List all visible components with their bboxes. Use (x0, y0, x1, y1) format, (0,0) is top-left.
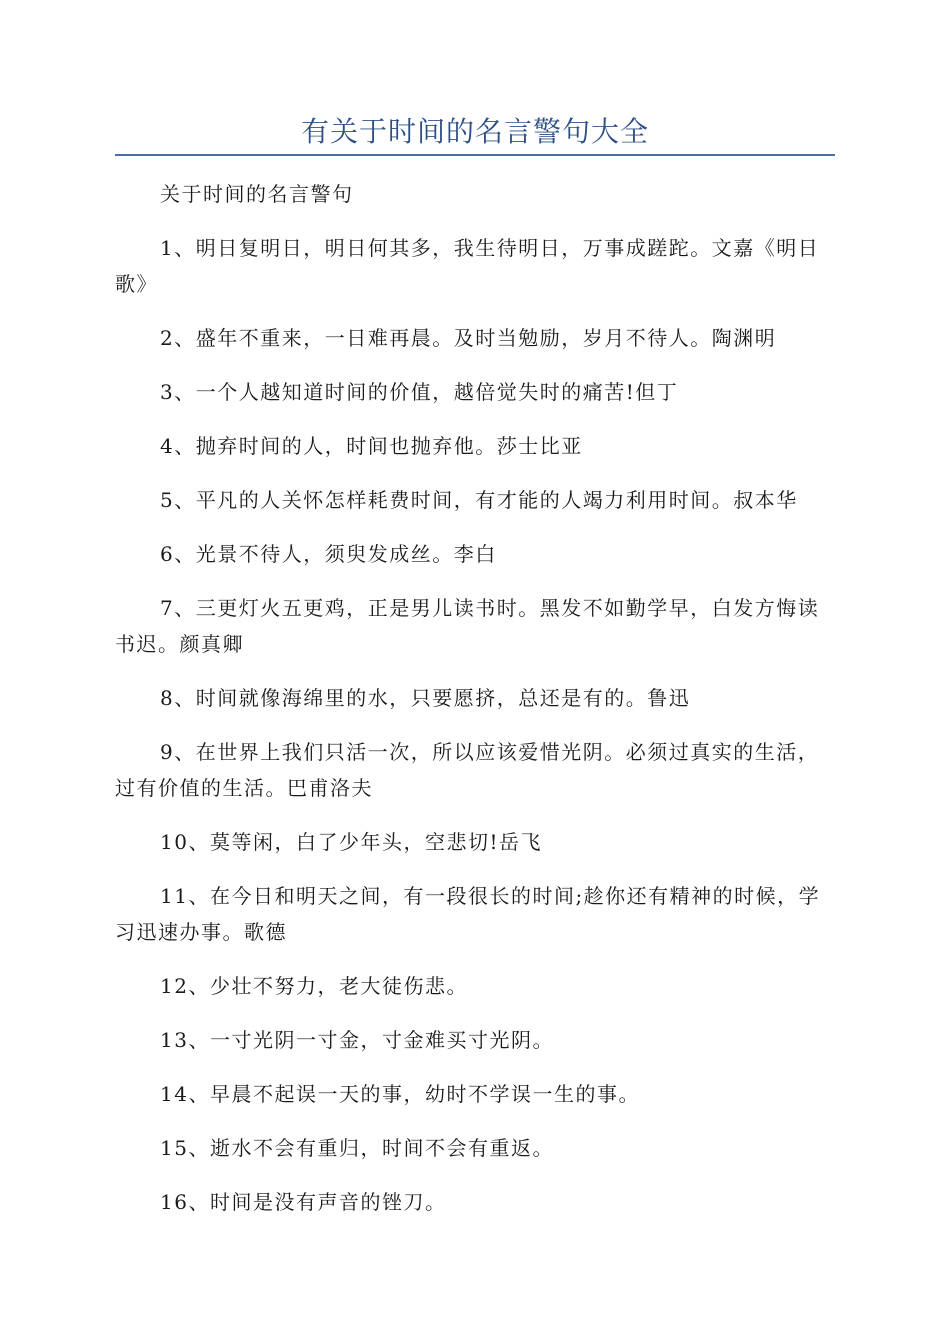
quote-paragraph: 10、莫等闲，白了少年头，空悲切!岳飞 (160, 830, 542, 854)
quote-paragraph: 5、平凡的人关怀怎样耗费时间，有才能的人竭力利用时间。叔本华 (160, 488, 798, 512)
title-underline (115, 154, 835, 156)
quote-paragraph: 6、光景不待人，须臾发成丝。李白 (160, 542, 497, 566)
quote-paragraph: 15、逝水不会有重归，时间不会有重返。 (160, 1136, 554, 1160)
quote-paragraph: 16、时间是没有声音的锉刀。 (160, 1190, 447, 1214)
quote-paragraph: 14、早晨不起误一天的事，幼时不学误一生的事。 (160, 1082, 640, 1106)
quote-paragraph: 7、三更灯火五更鸡，正是男儿读书时。黑发不如勤学早，白发方悔读书迟。颜真卿 (115, 596, 820, 656)
quote-paragraph: 4、抛弃时间的人，时间也抛弃他。莎士比亚 (160, 434, 583, 458)
document-title: 有关于时间的名言警句大全 (300, 115, 649, 148)
quote-paragraph: 2、盛年不重来，一日难再晨。及时当勉励，岁月不待人。陶渊明 (160, 326, 777, 350)
quote-paragraph: 13、一寸光阴一寸金，寸金难买寸光阴。 (160, 1028, 554, 1052)
section-heading: 关于时间的名言警句 (160, 182, 354, 206)
quote-paragraph: 3、一个人越知道时间的价值，越倍觉失时的痛苦!但丁 (160, 380, 679, 404)
quote-paragraph: 12、少壮不努力，老大徒伤悲。 (160, 974, 468, 998)
quote-paragraph: 1、明日复明日，明日何其多，我生待明日，万事成蹉跎。文嘉《明日歌》 (115, 236, 820, 296)
quote-paragraph: 11、在今日和明天之间，有一段很长的时间;趁你还有精神的时候，学习迅速办事。歌德 (115, 884, 821, 944)
quote-paragraph: 8、时间就像海绵里的水，只要愿挤，总还是有的。鲁迅 (160, 686, 691, 710)
quote-paragraph: 9、在世界上我们只活一次，所以应该爱惜光阴。必须过真实的生活，过有价值的生活。巴甫洛夫 (115, 740, 820, 800)
document-body (115, 176, 835, 1238)
